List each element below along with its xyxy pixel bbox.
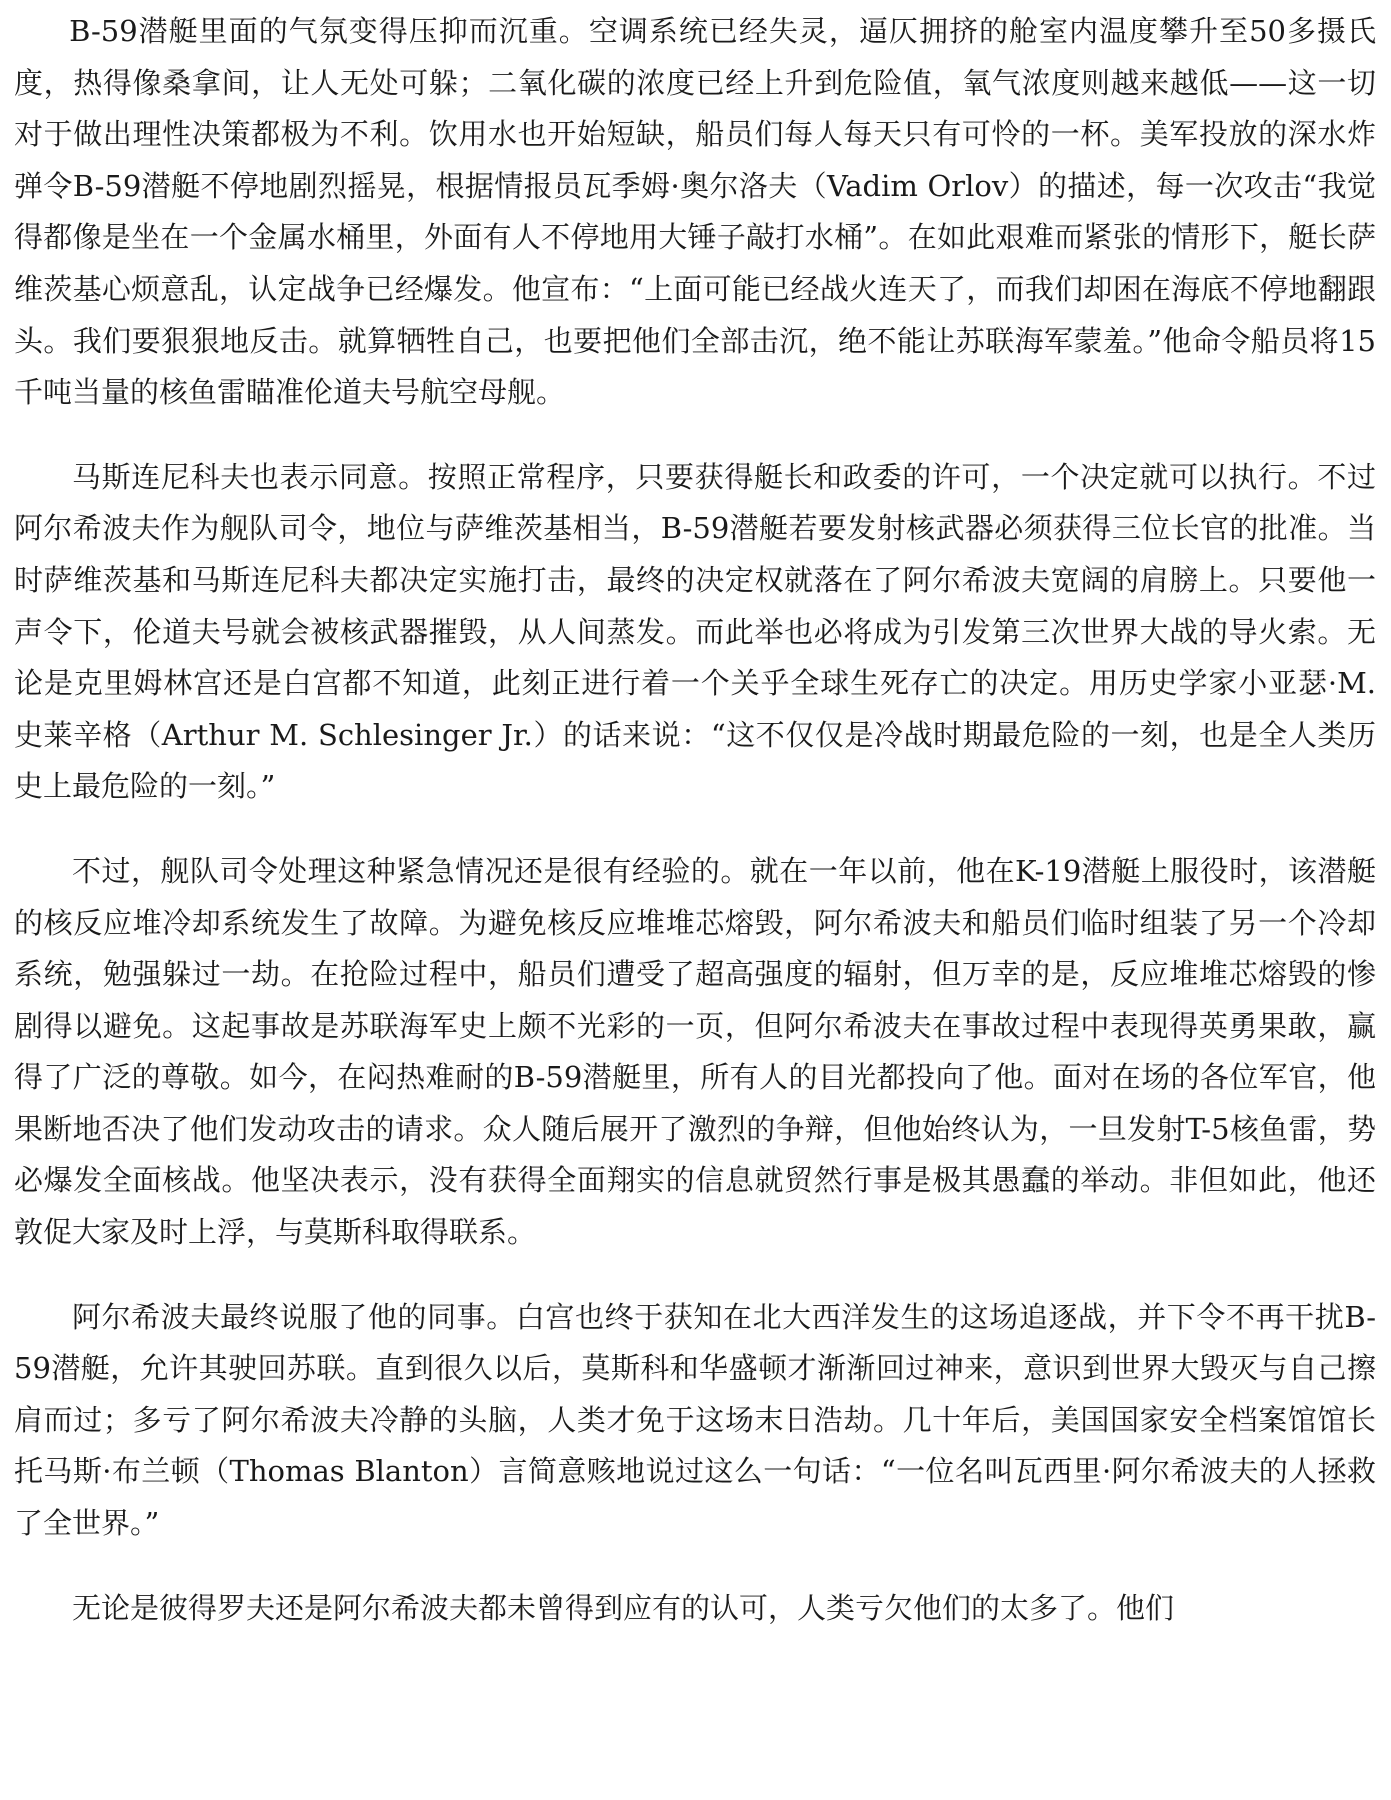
paragraph-4: 阿尔希波夫最终说服了他的同事。白宫也终于获知在北大西洋发生的这场追逐战，并下令不再干扰B-59潜艇，允许其驶回苏联。直到很久以后，莫斯科和华盛顿才渐渐回过神来，意识到世界大毁灭与自己擦肩而过；多亏了阿尔希波夫冷静的头脑，人类才免于这场末日浩劫。几十年后，美国国家安全档案馆馆长托马斯·布兰顿（Thomas Blanton）言简意赅地说过这么一句话：“一位名叫瓦西里·阿尔希波夫的人拯救了全世界。” [14,1299,1376,1541]
paragraph-2: 马斯连尼科夫也表示同意。按照正常程序，只要获得艇长和政委的许可，一个决定就可以执行。不过阿尔希波夫作为舰队司令，地位与萨维茨基相当，B-59潜艇若要发射核武器必须获得三位长官的批准。当时萨维茨基和马斯连尼科夫都决定实施打击，最终的决定权就落在了阿尔希波夫宽阔的肩膀上。只要他一声令下，伦道夫号就会被核武器摧毁，从人间蒸发。而此举也必将成为引发第三次世界大战的导火索。无论是克里姆林宫还是白宫都不知道，此刻正进行着一个关乎全球生死存亡的决定。用历史学家小亚瑟·M. 史莱辛格（Arthur M. Schlesinger Jr.）的话来说：“这不仅仅是冷战时期最危险的一刻，也是全人类历史上最危险的一刻。” [14,459,1376,804]
paragraph-1: B-59潜艇里面的气氛变得压抑而沉重。空调系统已经失灵，逼仄拥挤的舱室内温度攀升至50多摄氏度，热得像桑拿间，让人无处可躲；二氧化碳的浓度已经上升到危险值，氧气浓度则越来越低——这一切对于做出理性决策都极为不利。饮用水也开始短缺，船员们每人每天只有可怜的一杯。美军投放的深水炸弹令B-59潜艇不停地剧烈摇晃，根据情报员瓦季姆·奥尔洛夫（Vadim Orlov）的描述，每一次攻击“我觉得都像是坐在一个金属水桶里，外面有人不停地用大锤子敲打水桶”。在如此艰难而紧张的情形下，艇长萨维茨基心烦意乱，认定战争已经爆发。他宣布：“上面可能已经战火连天了，而我们却困在海底不停地翻跟头。我们要狠狠地反击。就算牺牲自己，也要把他们全部击沉，绝不能让苏联海军蒙羞。”他命令船员将15千吨当量的核鱼雷瞄准伦道夫号航空母舰。 [14,14,1376,410]
document-page [14,6,1376,1634]
paragraph-5: 无论是彼得罗夫还是阿尔希波夫都未曾得到应有的认可，人类亏欠他们的太多了。他们 [72,1590,1175,1625]
paragraph-3: 不过，舰队司令处理这种紧急情况还是很有经验的。就在一年以前，他在K-19潜艇上服役时，该潜艇的核反应堆冷却系统发生了故障。为避免核反应堆堆芯熔毁，阿尔希波夫和船员们临时组装了另一个冷却系统，勉强躲过一劫。在抢险过程中，船员们遭受了超高强度的辐射，但万幸的是，反应堆堆芯熔毁的惨剧得以避免。这起事故是苏联海军史上颇不光彩的一页，但阿尔希波夫在事故过程中表现得英勇果敢，赢得了广泛的尊敬。如今，在闷热难耐的B-59潜艇里，所有人的目光都投向了他。面对在场的各位军官，他果断地否决了他们发动攻击的请求。众人随后展开了激烈的争辩，但他始终认为，一旦发射T-5核鱼雷，势必爆发全面核战。他坚决表示，没有获得全面翔实的信息就贸然行事是极其愚蠢的举动。非但如此，他还敦促大家及时上浮，与莫斯科取得联系。 [14,853,1376,1250]
